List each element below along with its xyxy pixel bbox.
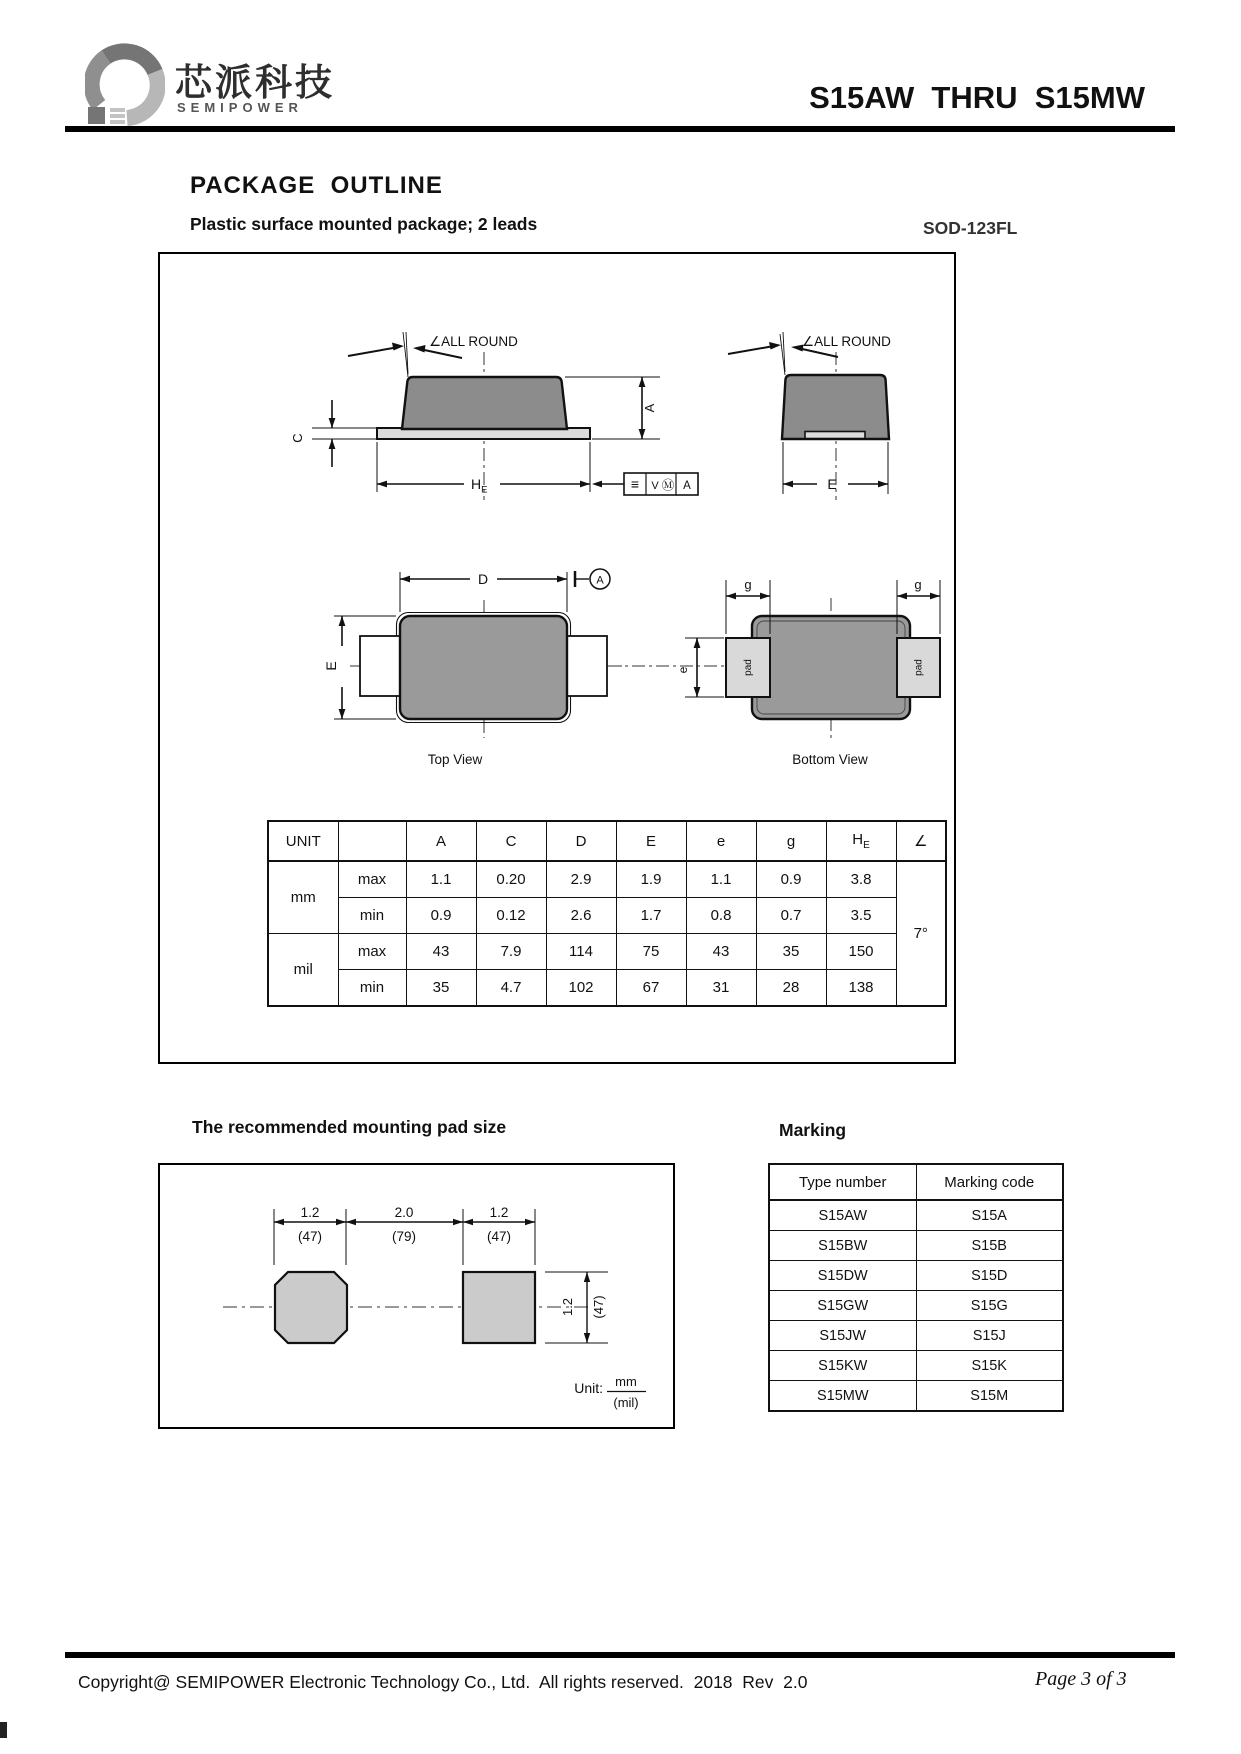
mounting-pad-heading: The recommended mounting pad size [192, 1117, 507, 1137]
table-row: S15JW S15J [769, 1321, 1063, 1351]
pad-label: pad [913, 659, 925, 676]
table-row: min 0.9 0.12 2.6 1.7 0.8 0.7 3.5 [268, 898, 946, 934]
all-round-label: ∠ALL ROUND [429, 334, 518, 349]
pad-dim-mil: (79) [391, 1229, 417, 1244]
pad-dim-mil: (47) [297, 1229, 323, 1244]
footer-copyright: Copyright@ SEMIPOWER Electronic Technology Co., Ltd. All rights reserved. 2018 Rev 2.0 [78, 1672, 808, 1692]
pad-dim-side-mm: 1.2 [560, 1297, 575, 1317]
package-body [402, 377, 567, 429]
unit-denominator: (mil) [613, 1395, 639, 1410]
dim-col-g: g [756, 821, 826, 861]
mounting-pad-box [158, 1163, 675, 1429]
dim-table-header-row [268, 821, 946, 861]
mounting-pad-left [275, 1272, 347, 1343]
dim-g-label: g [914, 577, 922, 592]
datum-a-letter: A [596, 574, 604, 587]
dim-e-label: E [323, 661, 339, 671]
marking-col-type: Type number [769, 1164, 916, 1200]
front-view-drawing [240, 314, 760, 554]
footer-rule [65, 1652, 1175, 1658]
pad-dim-mm: 2.0 [394, 1205, 414, 1220]
package-outline-box [158, 252, 956, 1064]
package-body-end [782, 375, 889, 439]
bottom-view-caption: Bottom View [792, 752, 868, 767]
marking-col-code: Marking code [916, 1164, 1063, 1200]
dim-g-label: g [744, 577, 752, 592]
dim-col-angle: ∠ [896, 821, 946, 861]
table-row: S15BW S15B [769, 1231, 1063, 1261]
pad-label: pad [743, 659, 754, 676]
pad-dim-side-mil: (47) [591, 1295, 606, 1319]
unit-numerator: mm [615, 1374, 637, 1389]
pad-dim-mm: 1.2 [489, 1205, 509, 1220]
mounting-pad-drawing [160, 1165, 668, 1422]
table-row: S15MW S15M [769, 1381, 1063, 1412]
marking-heading: Marking [779, 1120, 847, 1140]
pad-dim-mm: 1.2 [300, 1205, 320, 1220]
all-round-label: ∠ALL ROUND [802, 334, 891, 349]
dim-col-e: E [616, 821, 686, 861]
fcf-m-circle-symbol: Ⓜ [661, 478, 675, 493]
unit-label: Unit: [574, 1380, 603, 1396]
table-row: S15KW S15K [769, 1351, 1063, 1381]
section-subtitle: Plastic surface mounted package; 2 leads [190, 214, 538, 234]
table-row: min 35 4.7 102 67 31 28 138 [268, 970, 946, 1007]
fcf-datum-letter: A [683, 480, 691, 492]
mounting-pad-right [463, 1272, 535, 1343]
top-view-caption: Top View [427, 752, 483, 767]
angle-value-cell: 7° [896, 861, 946, 1006]
pad-dim-mil: (47) [486, 1229, 512, 1244]
dim-col-a: A [406, 821, 476, 861]
dim-col-unit: UNIT [268, 821, 338, 861]
dim-col-c: C [476, 821, 546, 861]
dim-col-d: D [546, 821, 616, 861]
marking-header-row [769, 1164, 1063, 1200]
fcf-parallel-symbol: ≡ [630, 476, 640, 492]
lead-tab [805, 432, 865, 439]
table-row: S15DW S15D [769, 1261, 1063, 1291]
table-row: mil max 43 7.9 114 75 43 35 150 [268, 934, 946, 970]
dim-a-label: A [642, 403, 657, 413]
end-view-drawing [690, 314, 940, 554]
package-body-top [400, 616, 567, 719]
dim-he-label: $H_E$ [471, 476, 488, 496]
fcf-v-symbol: V [651, 480, 659, 492]
bottom-view-drawing [598, 542, 950, 777]
table-row: S15AW S15A [769, 1200, 1063, 1231]
footer-page-number: Page 3 of 3 [1035, 1668, 1127, 1690]
logo-subtitle: SEMIPOWER [177, 100, 303, 115]
dim-col-e-small: e [686, 821, 756, 861]
table-row: S15GW S15G [769, 1291, 1063, 1321]
dim-e-label: E [827, 476, 837, 492]
top-view-drawing [290, 542, 630, 777]
unit-mm-cell: mm [268, 861, 338, 934]
dim-col-he: $H_E$ [826, 821, 896, 861]
marking-table [768, 1163, 1064, 1412]
section-heading: PACKAGE OUTLINE [190, 172, 443, 199]
logo-chinese-text: 芯派科技 [175, 62, 335, 103]
page-title: S15AW THRU S15MW [809, 80, 1145, 115]
package-code: SOD-123FL [923, 218, 1018, 238]
package-body-bottom [752, 616, 910, 719]
semipower-logo-icon [85, 40, 165, 130]
page-edge-mark [0, 1722, 7, 1738]
lead-left [360, 636, 400, 696]
dim-c-label: C [290, 433, 305, 443]
dimension-table [267, 820, 947, 1007]
header-rule [65, 126, 1175, 132]
dim-d-label: D [477, 571, 489, 587]
dim-col-blank [338, 821, 406, 861]
dim-e-small-label: e [676, 666, 690, 674]
table-row: mm max 1.1 0.20 2.9 1.9 1.1 0.9 3.8 7° [268, 861, 946, 898]
unit-mil-cell: mil [268, 934, 338, 1007]
